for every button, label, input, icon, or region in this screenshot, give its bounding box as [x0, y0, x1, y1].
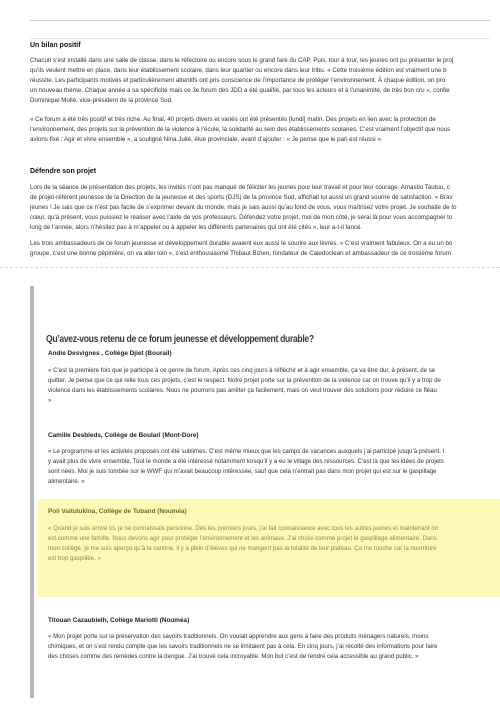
- interview-quote: [48, 632, 500, 662]
- interviewee-name: Andie Desvignes , Collège Djiet (Bourail): [48, 350, 172, 357]
- interviewee-name: Poli Vaitulukina, Collège de Tuband (Nouméa): [48, 508, 187, 515]
- paragraph-defendre-2: [30, 239, 500, 259]
- text-line: long de l’année, alors n’hésitez pas à m’appeler ou à appeler les différents partenaires qui ont été cités », leur a-t-il lancé.: [30, 224, 363, 231]
- text-line: alimentaire. »: [48, 478, 85, 485]
- paragraph-defendre-1: [30, 183, 500, 233]
- heading-bilan-positif: Un bilan positif: [30, 42, 81, 49]
- text-line: Chacun s’est installé dans une salle de classe, dans le réfectoire ou encore sous le grand faré du CAP. Puis, tour à tour, les jeunes ont pu présenter le proj: [30, 57, 454, 64]
- heading-defendre-projet: Défendre son projet: [30, 168, 97, 175]
- quote-box-sidebar: [30, 286, 34, 698]
- text-line: »: [48, 397, 52, 404]
- text-line: Dominique Mollé, vice-président de la province Sud.: [30, 97, 173, 104]
- paragraph-bilan-1: [30, 56, 500, 106]
- interview-quote: [48, 366, 500, 406]
- text-line: jeunes ! Je sais que ce n’est pas facile de s’exprimer devant du monde, mais je sais aussi qu’au fond de vous, vous maîtrisez votre projet. Je souhaite de to: [30, 204, 457, 211]
- text-line: un nouveau thème. Chaque année a sa spécificité mais ce 3e forum des JDD a été qualifié, par tous les acteurs et à l’unanimité, de très bon cru », confie: [30, 87, 450, 94]
- text-line: qu’ils veulent mettre en place, dans leur établissement scolaire, dans leur quartier ou encore dans leur tribu. « Cette troisième édition est vraiment une b: [30, 67, 447, 74]
- text-line: de projet-référent jeunesse de la Direction de la jeunesse et des sports (DJS) de la province Sud, affichait lui aussi un grand sourire de satisfaction. « Brav: [30, 194, 453, 201]
- text-line: avions fixé : Agir et vivre ensemble », a souligné Nina Julié, élue provinciale, avant d’ajouter : « Je pense que le pari est réussi ».: [30, 136, 383, 143]
- text-line: « Mon projet porte sur la préservation des savoirs traditionnels. On voulait apprendre aux gens à faire des produits ménagers naturels, moins: [48, 633, 429, 640]
- interview-quote: [48, 524, 500, 564]
- interviewee-name: Camille Desbleds, Collège de Boulari (Mont-Dore): [48, 432, 199, 439]
- text-line: réussite. Les participants motivés et particulièrement attentifs ont pris conscience de l’importance de protéger l’environnement. À chaque édition, on pro: [30, 77, 446, 84]
- text-line: est trop gaspillée. »: [48, 555, 101, 562]
- interview-quote: [48, 447, 500, 487]
- section-separator: [0, 267, 500, 268]
- text-line: Lors de la séance de présentation des projets, les invités n’ont pas manqué de féliciter les jeunes pour leur travail et pour leur courage. Amastio Tautuu, c: [30, 184, 450, 191]
- interviewee-name: Titouan Cazaubielh, Collège Mariotti (Nouméa): [48, 617, 190, 624]
- text-line: des choses comme des remèdes contre la dengue. J’ai trouvé cela incroyable. Mon but c’est de rendre cela accessible au grand public. »: [48, 653, 419, 660]
- text-line: Les trois ambassadeurs de ce forum jeunesse et développement durable avaient eux aussi le sourire aux lèvres. « C’est vraiment fabuleux. On a eu un bo: [30, 240, 453, 247]
- text-line: « Le programme et les activités proposés ont été sublimes. C’est même mieux que les camps de vacances auxquels j’ai participé jusqu’à présent. I: [48, 448, 445, 455]
- top-divider: [30, 20, 490, 21]
- text-line: y avait plus de vivre ensemble. Tout le monde a été intéressé notamment lorsqu’il y a eu le village des ressources. C’est là que les idées de projets: [48, 458, 444, 465]
- text-line: quitter. Je pense que ce qui relie tous ces projets, c’est le respect. Notre projet porte sur la prévention de la violence car on trouve qu’il y a trop de: [48, 377, 441, 384]
- text-line: « C’est la première fois que je participe à ce genre de forum. Après ces cinq jours à réfléchir et à agir ensemble, ça va être dur, à présent, de se: [48, 367, 436, 374]
- text-line: « Quand je suis arrivé ici, je ne connaissais personne. Dès les premiers jours, j’ai fait connaissance avec tous les autres jeunes et maintenant on: [48, 525, 439, 532]
- text-line: mon collège, je me suis aperçu qu’à la cantine, il y a plein d’élèves qui ne mangent pas la totalité de leur plateau. Ça me touche car la nourriture: [48, 545, 437, 552]
- text-line: cœur, qu’à présent, vous puissiez le réaliser avec l’aide de vos professeurs. Défendez votre projet, moi de mon côté, je serai là pour vous accompagner to: [30, 214, 453, 221]
- text-line: groupe, c’est une bonne pépinière, on va aller loin », s’est enthousiasmé Thibaut Bizien, fondateur de Caledoclean et ambassadeur de ce troisième forum: [30, 250, 451, 257]
- interviews-title: Qu’avez-vous retenu de ce forum jeunesse et développement durable?: [46, 333, 314, 345]
- top-rule: [30, 38, 490, 39]
- text-line: « Ce forum a été très positif et très riche. Au final, 40 projets divers et variés ont été présentés [lundi] matin. Des projets en lien avec la protection de: [30, 116, 436, 123]
- paragraph-bilan-2: [30, 115, 500, 145]
- text-line: violence dans les établissements scolaires. Nous ne pourrons pas arrêter ça facilement, mais on veut trouver des solutions pour réduire ce fléau: [48, 387, 437, 394]
- text-line: l’environnement, des projets sur la prévention de la violence à l’école, la solidarité au sein des établissements scolaires. C’est vraiment l’objectif que nous: [30, 126, 451, 133]
- text-line: sont nées. Moi je suis tombée sur le WWF qui m’avait beaucoup intéressée, sauf que cela n’entrait pas dans mon projet qui est sur le gaspillage: [48, 468, 437, 475]
- text-line: chimiques, et on s’est rendu compte que les savoirs traditionnels ne se limitaient pas à cela. En cinq jours, j’ai récolté des informations pour faire: [48, 643, 438, 650]
- text-line: est comme une famille. Nous devons agir pour protéger l’environnement et les animaux. J’ai choisi comme projet le gaspillage alimentaire. Dans: [48, 535, 437, 542]
